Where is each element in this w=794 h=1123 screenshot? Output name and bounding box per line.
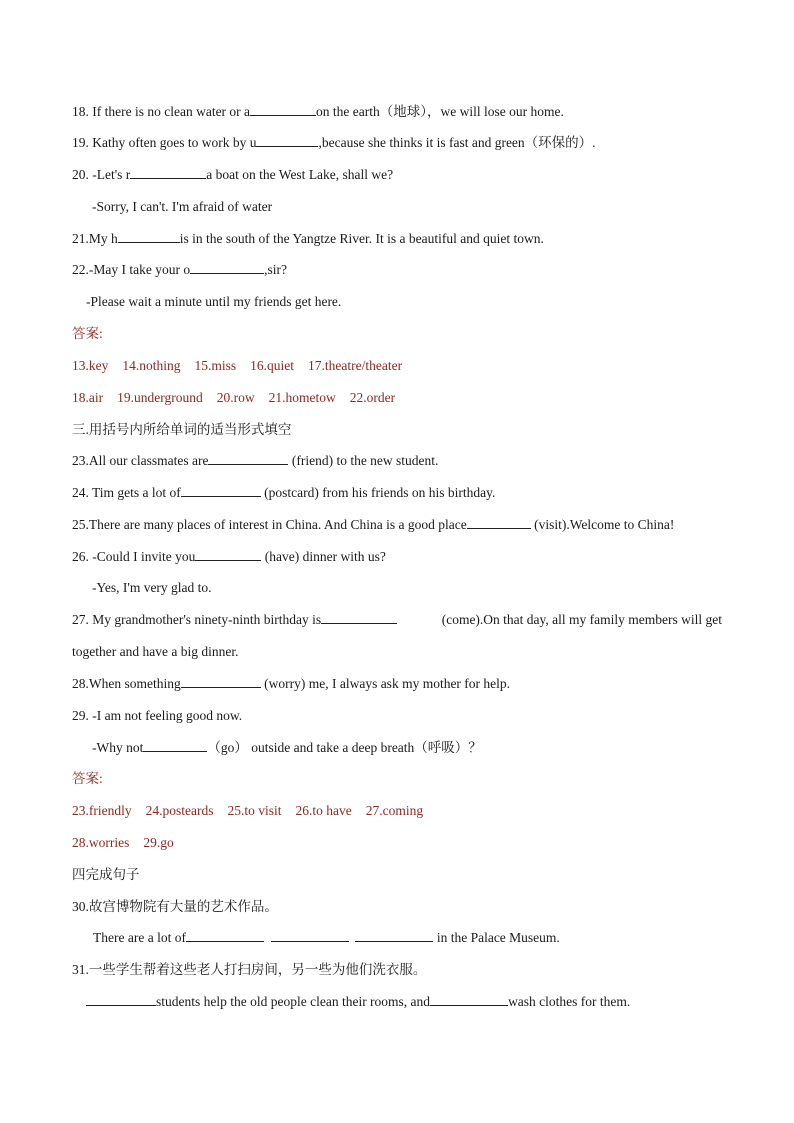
- q21-blank[interactable]: [118, 230, 180, 243]
- q21-text-before: 21.My h: [72, 231, 118, 246]
- q25-blank[interactable]: [467, 516, 531, 529]
- q22-reply: -Please wait a minute until my friends get here.: [86, 294, 342, 309]
- q28-text-after: (worry) me, I always ask my mother for help.: [264, 676, 511, 691]
- answer-label-2: 答案:: [72, 771, 103, 786]
- q24-blank[interactable]: [181, 484, 261, 497]
- q28-text-before: 28.When something: [72, 676, 181, 691]
- answers-1-row-2: [72, 389, 395, 407]
- q20-text-before: 20. -Let's r: [72, 167, 131, 182]
- q19-text-before: 19. Kathy often goes to work by u: [72, 135, 257, 150]
- question-25: [72, 516, 674, 534]
- answer-item: 27.coming: [365, 803, 424, 818]
- q22-text-before: 22.-May I take your o: [72, 262, 191, 277]
- q26-text-after: (have) dinner with us?: [264, 549, 386, 564]
- question-20: [72, 166, 393, 184]
- q22-blank[interactable]: [190, 261, 264, 274]
- section-4-heading: 四完成句子: [72, 867, 140, 882]
- q27-text-before: 27. My grandmother's ninety-ninth birthday is: [72, 612, 322, 627]
- question-30-prompt: 30.故宫博物院有大量的艺术作品。: [72, 899, 278, 914]
- q24-text-before: 24. Tim gets a lot of: [72, 485, 181, 500]
- question-19: [72, 134, 596, 152]
- answer-item: 13.key: [72, 358, 109, 373]
- q31-text-middle: students help the old people clean their rooms, and: [156, 994, 431, 1009]
- q22-text-after: ,sir?: [264, 262, 287, 277]
- q18-text-before: 18. If there is no clean water or a: [72, 104, 251, 119]
- q30-blank-1[interactable]: [186, 929, 264, 942]
- q30-blank-2[interactable]: [271, 929, 349, 942]
- question-24: [72, 484, 495, 502]
- question-23: [72, 452, 438, 470]
- q29-blank[interactable]: [143, 739, 207, 752]
- answer-item: 28.worries: [72, 835, 130, 850]
- answer-item: 21.hometow: [268, 390, 336, 405]
- q21-text-after: is in the south of the Yangtze River. It is a beautiful and quiet town.: [179, 231, 544, 246]
- question-18: [72, 103, 564, 121]
- q28-blank[interactable]: [181, 675, 261, 688]
- q20-blank[interactable]: [130, 166, 206, 179]
- q27-text-after: (come).On that day, all my family members will get: [441, 612, 722, 627]
- q23-text-before: 23.All our classmates are: [72, 453, 209, 468]
- q31-text-after: wash clothes for them.: [508, 994, 631, 1009]
- q18-text-after: on the earth（地球），we will lose our home.: [316, 104, 564, 119]
- question-30-sentence: [93, 929, 560, 947]
- q19-text-after: ,because she thinks it is fast and green（环保的）.: [318, 135, 596, 150]
- q25-text-after: (visit).Welcome to China!: [534, 517, 675, 532]
- q18-blank[interactable]: [250, 103, 316, 116]
- answer-item: 24.posteards: [145, 803, 214, 818]
- q29-reply: [92, 739, 482, 757]
- q31-blank-2[interactable]: [430, 993, 508, 1006]
- q29-reply-after: （go） outside and take a deep breath（呼吸）？: [207, 740, 482, 755]
- question-31-sentence: [86, 993, 630, 1011]
- q29-reply-before: -Why not: [92, 740, 144, 755]
- question-27: [72, 611, 722, 629]
- q26-reply: -Yes, I'm very glad to.: [92, 580, 212, 595]
- q27-continuation: together and have a big dinner.: [72, 644, 239, 659]
- question-29: 29. -I am not feeling good now.: [72, 708, 243, 723]
- q19-blank[interactable]: [256, 134, 318, 147]
- q26-blank[interactable]: [195, 548, 261, 561]
- answer-item: 25.to visit: [227, 803, 282, 818]
- answers-2-row-2: [72, 834, 174, 852]
- answer-item: 14.nothing: [122, 358, 181, 373]
- answers-1-row-1: [72, 357, 402, 375]
- answer-item: 18.air: [72, 390, 104, 405]
- q30-text-before: There are a lot of: [93, 930, 186, 945]
- question-28: [72, 675, 510, 693]
- question-26: [72, 548, 386, 566]
- answer-item: 23.friendly: [72, 803, 132, 818]
- answer-item: 17.theatre/theater: [308, 358, 403, 373]
- q26-text-before: 26. -Could I invite you: [72, 549, 196, 564]
- question-22: [72, 261, 287, 279]
- q25-text-before: 25.There are many places of interest in China. And China is a good place: [72, 517, 467, 532]
- question-31-prompt: 31.一些学生帮着这些老人打扫房间，另一些为他们洗衣服。: [72, 962, 427, 977]
- answers-2-row-1: [72, 802, 423, 820]
- q23-text-after: (friend) to the new student.: [291, 453, 439, 468]
- answer-item: 16.quiet: [250, 358, 295, 373]
- answer-item: 15.miss: [194, 358, 237, 373]
- answer-label-1: 答案:: [72, 326, 103, 341]
- question-21: [72, 230, 544, 248]
- q20-reply: -Sorry, I can't. I'm afraid of water: [92, 199, 273, 214]
- answer-item: 20.row: [216, 390, 255, 405]
- section-3-heading: 三.用括号内所给单词的适当形式填空: [72, 422, 292, 437]
- q30-text-after: in the Palace Museum.: [436, 930, 560, 945]
- answer-item: 29.go: [143, 835, 174, 850]
- q24-text-after: (postcard) from his friends on his birthday.: [264, 485, 496, 500]
- answer-item: 26.to have: [295, 803, 352, 818]
- q30-blank-3[interactable]: [355, 929, 433, 942]
- q23-blank[interactable]: [208, 452, 288, 465]
- q27-blank[interactable]: [321, 611, 397, 624]
- q20-text-after: a boat on the West Lake, shall we?: [206, 167, 394, 182]
- answer-item: 22.order: [349, 390, 396, 405]
- answer-item: 19.underground: [117, 390, 203, 405]
- q31-blank-1[interactable]: [86, 993, 156, 1006]
